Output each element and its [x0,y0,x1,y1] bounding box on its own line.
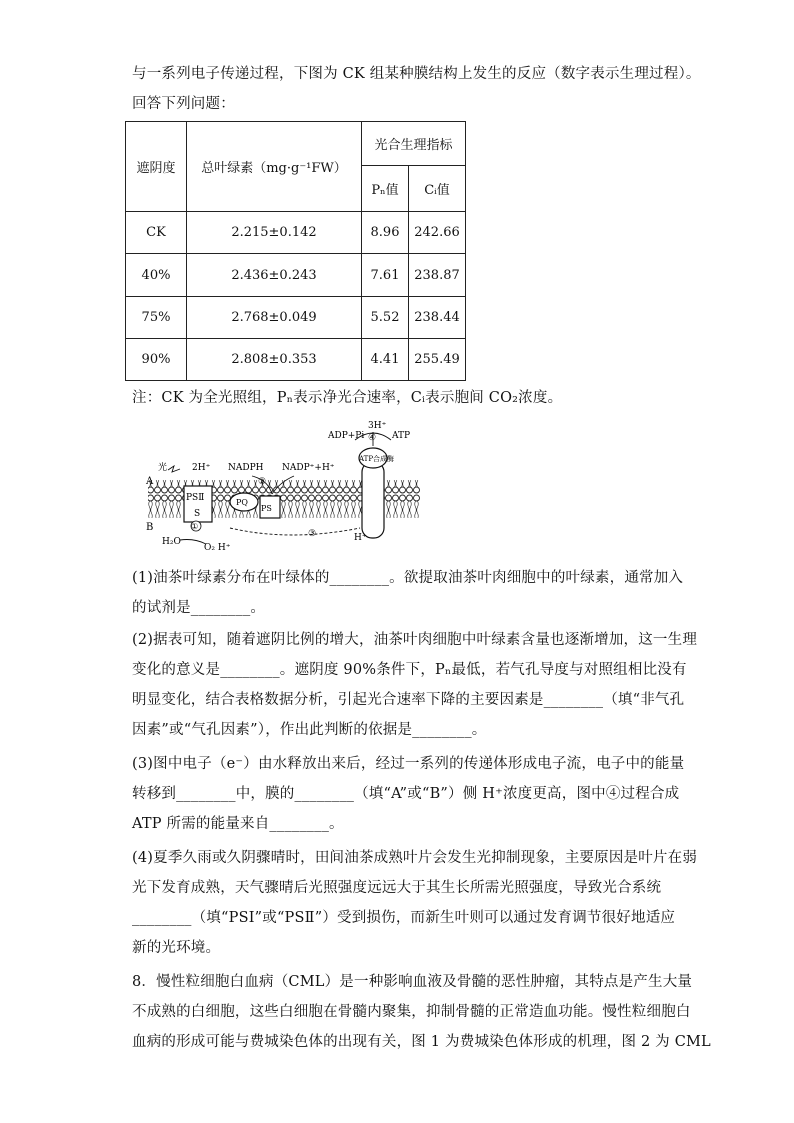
cell-ci: 238.44 [409,297,466,339]
cell-pn: 5.52 [362,297,409,339]
pq-label: PQ [236,498,248,507]
table-note: 注：CK 为全光照组，Pₙ表示净光合速率，Cᵢ表示胞间 CO₂浓度。 [132,390,563,406]
intro-line-1: 与一系列电子传递过程，下图为 CK 组某种膜结构上发生的反应（数字表示生理过程）。 [132,66,701,82]
cell-shade: CK [126,212,187,254]
h2o-label: H₂O [162,537,181,547]
header-photo-index: 光合生理指标 [362,122,466,166]
cell-pn: 7.61 [362,254,409,297]
question-2-line-2: 变化的意义是________。遮阴度 90%条件下，Pₙ最低，若气孔导度与对照组相比没有 [132,662,687,678]
adp-label: ADP+Pi [328,431,365,441]
question-4-line-2: 光下发育成熟，天气骤晴后光照强度远远大于其生长所需光照强度，导致光合系统 [132,880,662,896]
question-2-line-4: 因素”或“气孔因素”），作出此判断的依据是________。 [132,722,487,738]
question-3-line-3: ATP 所需的能量来自________。 [132,816,344,832]
atp-label: ATP [392,431,411,441]
atp-synthase [362,462,384,538]
light-label: 光 [158,463,168,473]
cell-pn: 8.96 [362,212,409,254]
question-4-line-4: 新的光环境。 [132,940,221,956]
step4-label: ④ [368,433,377,443]
question-4-line-3: ________（填“PSⅠ”或“PSⅡ”）受到损伤，而新生叶则可以通过发育调节很好地适应 [132,910,676,926]
intro-line-2: 回答下列问题： [132,96,235,112]
nadp-label: NADP⁺+H⁺ [282,463,335,473]
question-1-line-2: 的试剂是________。 [132,600,266,616]
hplus-label: H⁺ [354,533,367,543]
table-row [126,339,466,381]
thylakoid-membrane-diagram [140,418,420,553]
cell-shade: 40% [126,254,187,297]
h3-label: 3H⁺ [368,421,387,431]
cell-pn: 4.41 [362,339,409,381]
header-ci: Cᵢ值 [409,166,466,212]
cell-ci: 255.49 [409,339,466,381]
question-1-line-1: (1)油茶叶绿素分布在叶绿体的________。欲提取油茶叶肉细胞中的叶绿素，通常加入 [132,570,684,586]
table-row [126,297,466,339]
o2h-label: O₂ H⁺ [204,543,231,553]
question-8-line-2: 不成熟的白细胞，这些白细胞在骨髓内聚集，抑制骨髓的正常造血功能。慢性粒细胞白 [132,1004,691,1020]
question-2-line-3: 明显变化，结合表格数据分析，引起光合速率下降的主要因素是________（填“非气孔 [132,692,685,708]
side-b-label: B [146,522,154,533]
ps2-label: PSⅡ [186,493,205,503]
table-row [126,254,466,297]
cell-ci: 238.87 [409,254,466,297]
svg-text:S: S [194,509,201,519]
step1-label: ① [191,522,199,531]
nadph-label: NADPH [228,463,264,473]
ps1-label: PS [261,504,272,513]
side-a-label: A [146,476,154,487]
question-8-line-1: 8．慢性粒细胞白血病（CML）是一种影响血液及骨髓的恶性肿瘤，其特点是产生大量 [132,974,693,990]
cell-chl: 2.436±0.243 [187,254,362,297]
step3-label: ③ [308,529,317,539]
cell-ci: 242.66 [409,212,466,254]
question-2-line-1: (2)据表可知，随着遮阴比例的增大，油茶叶肉细胞中叶绿素含量也逐渐增加，这一生理 [132,632,698,648]
header-shade: 遮阴度 [126,122,187,212]
data-table [125,121,466,381]
cell-shade: 75% [126,297,187,339]
step2-label: ② [258,477,267,487]
header-chlorophyll: 总叶绿素（mg·g⁻¹FW） [187,122,362,212]
question-3-line-2: 转移到________中，膜的________（填“A”或“B”）侧 H⁺浓度更高，图中④过程合成 [132,786,680,802]
cell-chl: 2.808±0.353 [187,339,362,381]
atp-synthase-label: ATP合成酶 [359,455,395,463]
question-3-line-1: (3)图中电子（e⁻）由水释放出来后，经过一系列的传递体形成电子流，电子中的能量 [132,756,685,772]
h2-label: 2H⁺ [192,463,211,473]
header-pn: Pₙ值 [362,166,409,212]
cell-shade: 90% [126,339,187,381]
question-8-line-3: 血病的形成可能与费城染色体的出现有关，图 1 为费城染色体形成的机理，图 2 为 CML [132,1034,711,1050]
cell-chl: 2.768±0.049 [187,297,362,339]
cell-chl: 2.215±0.142 [187,212,362,254]
question-4-line-1: (4)夏季久雨或久阴骤晴时，田间油茶成熟叶片会发生光抑制现象，主要原因是叶片在弱 [132,850,698,866]
table-row [126,212,466,254]
